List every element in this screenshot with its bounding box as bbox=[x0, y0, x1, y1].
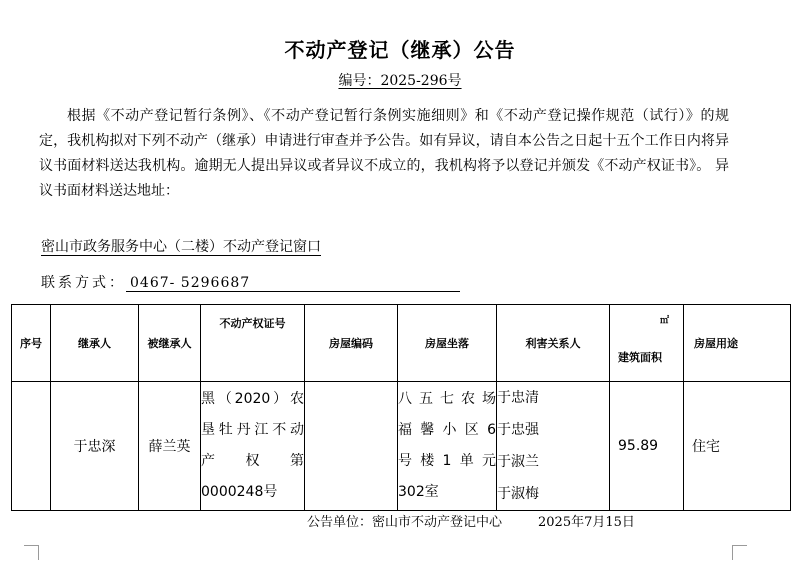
issue-date: 2025年7月15日 bbox=[538, 515, 635, 530]
stakeholder-name: 于忠强 bbox=[497, 422, 539, 438]
cell-cert-no bbox=[201, 382, 305, 511]
location-line: 八五七农场 bbox=[398, 391, 496, 407]
table-row bbox=[12, 382, 791, 511]
cell-area: 95.89 bbox=[610, 382, 684, 511]
header-cert-no: 不动产权证号 bbox=[201, 305, 305, 382]
cell-usage: 住宅 bbox=[684, 382, 791, 511]
cell-seq bbox=[12, 382, 51, 511]
document-number-text: 编号：2025-296号 bbox=[338, 73, 462, 89]
submission-address bbox=[41, 236, 321, 256]
location-line: 302室 bbox=[398, 484, 439, 500]
cert-no-line: 垦牡丹江不动 bbox=[201, 422, 304, 438]
issuer: 公告单位：密山市不动产登记中心 bbox=[307, 515, 503, 530]
cell-house-code bbox=[305, 382, 398, 511]
cell-location bbox=[398, 382, 497, 511]
header-decedent: 被继承人 bbox=[139, 305, 201, 382]
notice-footer bbox=[307, 511, 635, 530]
header-area bbox=[610, 305, 684, 382]
header-house-code: 房屋编码 bbox=[305, 305, 398, 382]
submission-address-text: 密山市政务服务中心（二楼）不动产登记窗口 bbox=[41, 239, 321, 255]
contact-label: 联系方式： bbox=[41, 275, 126, 291]
stakeholder-name: 于淑梅 bbox=[497, 486, 539, 502]
contact-phone: 0467- 5296687 bbox=[126, 275, 460, 292]
notice-title: 不动产登记（继承）公告 bbox=[284, 38, 516, 62]
header-usage: 房屋用途 bbox=[684, 305, 791, 382]
header-area-label: 建筑面积 bbox=[618, 351, 662, 364]
cell-stakeholders bbox=[497, 382, 610, 511]
page-corner-mark-left bbox=[24, 545, 39, 560]
cell-heir: 于忠深 bbox=[51, 382, 139, 511]
header-heir: 继承人 bbox=[51, 305, 139, 382]
table-header-row bbox=[12, 305, 791, 382]
location-line: 福馨小区6 bbox=[398, 422, 496, 438]
page-corner-mark-right bbox=[732, 545, 747, 560]
cert-no-line: 产 权 第 bbox=[201, 453, 304, 469]
location-line: 号楼1单元 bbox=[398, 453, 496, 469]
document-number bbox=[0, 70, 800, 90]
inheritance-table bbox=[11, 304, 791, 511]
header-area-unit: ㎡ bbox=[659, 316, 669, 326]
header-stakeholders: 利害关系人 bbox=[497, 305, 610, 382]
contact-line bbox=[41, 272, 460, 292]
stakeholder-name: 于忠清 bbox=[497, 390, 539, 406]
cert-no-line: 0000248号 bbox=[201, 484, 278, 500]
stakeholder-name: 于淑兰 bbox=[497, 454, 539, 470]
cell-decedent: 薛兰英 bbox=[139, 382, 201, 511]
header-location: 房屋坐落 bbox=[398, 305, 497, 382]
header-seq: 序号 bbox=[12, 305, 51, 382]
body-paragraph: 根据《不动产登记暂行条例》、《不动产登记暂行条例实施细则》和《不动产登记操作规范（试行）》的规定，我机构拟对下列不动产（继承）申请进行审查并予公告。如有异议，请自本公告之日起十五个工作日内将异议书面材料送达我机构。逾期无人提出异议或者异议不成立的，我机构将予以登记并颁发《不动产权证书》。 异议书面材料送达地址： bbox=[39, 108, 729, 199]
cert-no-line: 黑（2020）农 bbox=[201, 391, 304, 407]
